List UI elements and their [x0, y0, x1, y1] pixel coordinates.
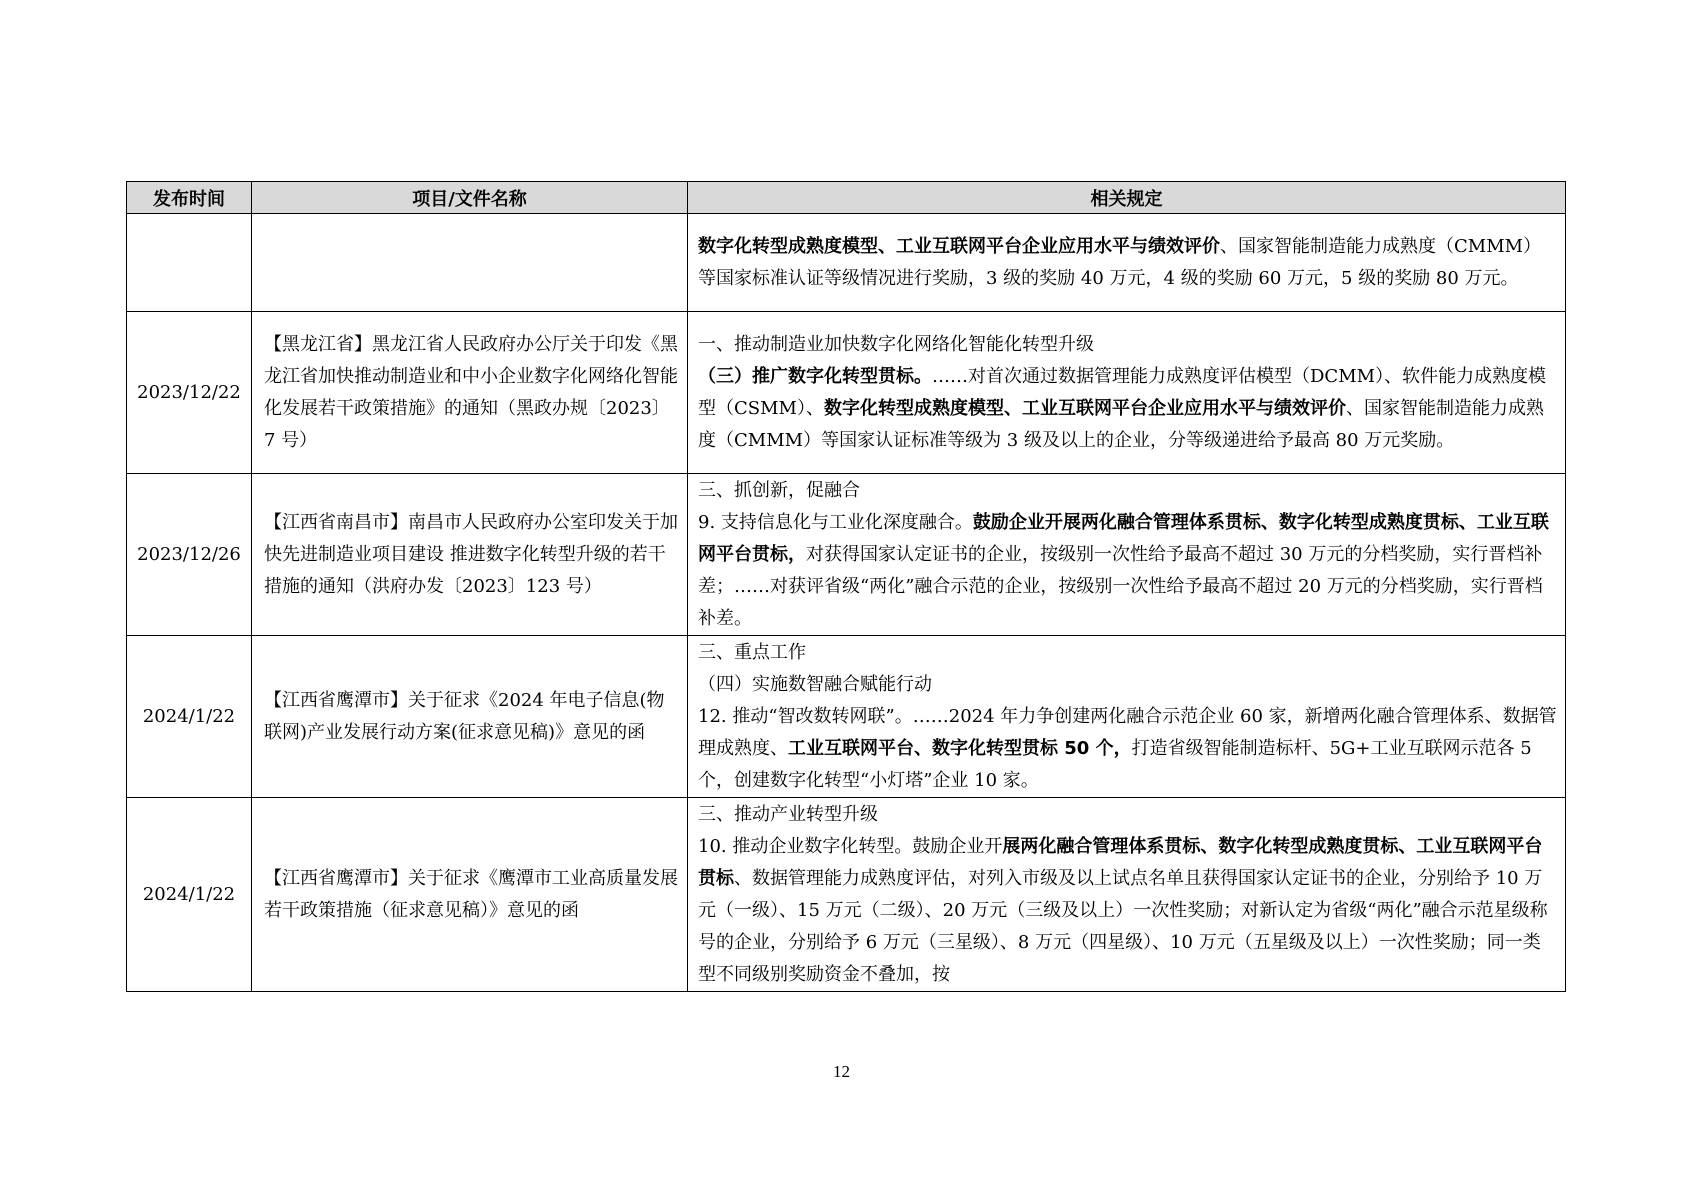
date-cell: 2023/12/26	[127, 474, 252, 636]
table-row	[127, 214, 1566, 312]
name-cell: 【黑龙江省】黑龙江省人民政府办公厅关于印发《黑龙江省加快推动制造业和中小企业数字化网络化智能化发展若干政策措施》的通知（黑政办规〔2023〕7 号）	[252, 312, 688, 474]
rules-cell	[688, 636, 1566, 798]
header-name: 项目/文件名称	[252, 182, 688, 214]
rules-cell	[688, 474, 1566, 636]
table-row	[127, 798, 1566, 992]
rule-heading: 三、抓创新，促融合	[698, 479, 860, 501]
date-cell: 2024/1/22	[127, 636, 252, 798]
rule-paragraph: 9. 支持信息化与工业化深度融合。鼓励企业开展两化融合管理体系贯标、数字化转型成熟度贯标、工业互联网平台贯标，对获得国家认定证书的企业，按级别一次性给予最高不超过 30 万元的分档奖励，实行晋档补差；……对获评省级“两化”融合示范的企业，按级别一次性给予最高不超过 20 万元的分档奖励，实行晋档补差。	[698, 511, 1549, 629]
rule-paragraph: 12. 推动“智改数转网联”。……2024 年力争创建两化融合示范企业 60 家，新增两化融合管理体系、数据管理成熟度、工业互联网平台、数字化转型贯标 50 个，打造省级智能制造标杆、5G+工业互联网示范各 5 个，创建数字化转型“小灯塔”企业 10 家。	[698, 705, 1557, 791]
name-cell	[252, 214, 688, 312]
table-row	[127, 636, 1566, 798]
date-cell	[127, 214, 252, 312]
page-number: 12	[833, 1062, 850, 1081]
rule-paragraph: 10. 推动企业数字化转型。鼓励企业开展两化融合管理体系贯标、数字化转型成熟度贯标、工业互联网平台贯标、数据管理能力成熟度评估，对列入市级及以上试点名单且获得国家认定证书的企业，分别给予 10 万元（一级）、15 万元（二级）、20 万元（三级及以上）一次性奖励；对新认定为省级“两化”融合示范星级称号的企业，分别给予 6 万元（三星级）、8 万元（四星级）、10 万元（五星级及以上）一次性奖励；同一类型不同级别奖励资金不叠加，按	[698, 835, 1548, 985]
rule-heading: 一、推动制造业加快数字化网络化智能化转型升级	[698, 333, 1094, 355]
date-cell: 2024/1/22	[127, 798, 252, 992]
name-cell: 【江西省鹰潭市】关于征求《鹰潭市工业高质量发展若干政策措施（征求意见稿）》意见的函	[252, 798, 688, 992]
policy-table	[126, 181, 1566, 992]
header-date: 发布时间	[127, 182, 252, 214]
rule-paragraph: （三）推广数字化转型贯标。……对首次通过数据管理能力成熟度评估模型（DCMM）、软件能力成熟度模型（CSMM）、数字化转型成熟度模型、工业互联网平台企业应用水平与绩效评价、国家智能制造能力成熟度（CMMM）等国家认证标准等级为 3 级及以上的企业，分等级递进给予最高 80 万元奖励。	[698, 365, 1547, 451]
rules-cell	[688, 312, 1566, 474]
header-rules: 相关规定	[688, 182, 1566, 214]
name-cell: 【江西省南昌市】南昌市人民政府办公室印发关于加快先进制造业项目建设 推进数字化转型升级的若干措施的通知（洪府办发〔2023〕123 号）	[252, 474, 688, 636]
table-row	[127, 312, 1566, 474]
header-row	[127, 182, 1566, 214]
rule-heading: 三、推动产业转型升级	[698, 803, 878, 825]
name-cell: 【江西省鹰潭市】关于征求《2024 年电子信息(物联网)产业发展行动方案(征求意见稿)》意见的函	[252, 636, 688, 798]
rule-paragraph: 数字化转型成熟度模型、工业互联网平台企业应用水平与绩效评价、国家智能制造能力成熟度（CMMM）等国家标准认证等级情况进行奖励，3 级的奖励 40 万元，4 级的奖励 60 万元，5 级的奖励 80 万元。	[698, 235, 1542, 289]
rule-heading: 三、重点工作	[698, 641, 806, 663]
rule-subheading: （四）实施数智融合赋能行动	[698, 673, 932, 695]
rules-cell	[688, 798, 1566, 992]
date-cell: 2023/12/22	[127, 312, 252, 474]
rules-cell	[688, 214, 1566, 312]
table-row	[127, 474, 1566, 636]
